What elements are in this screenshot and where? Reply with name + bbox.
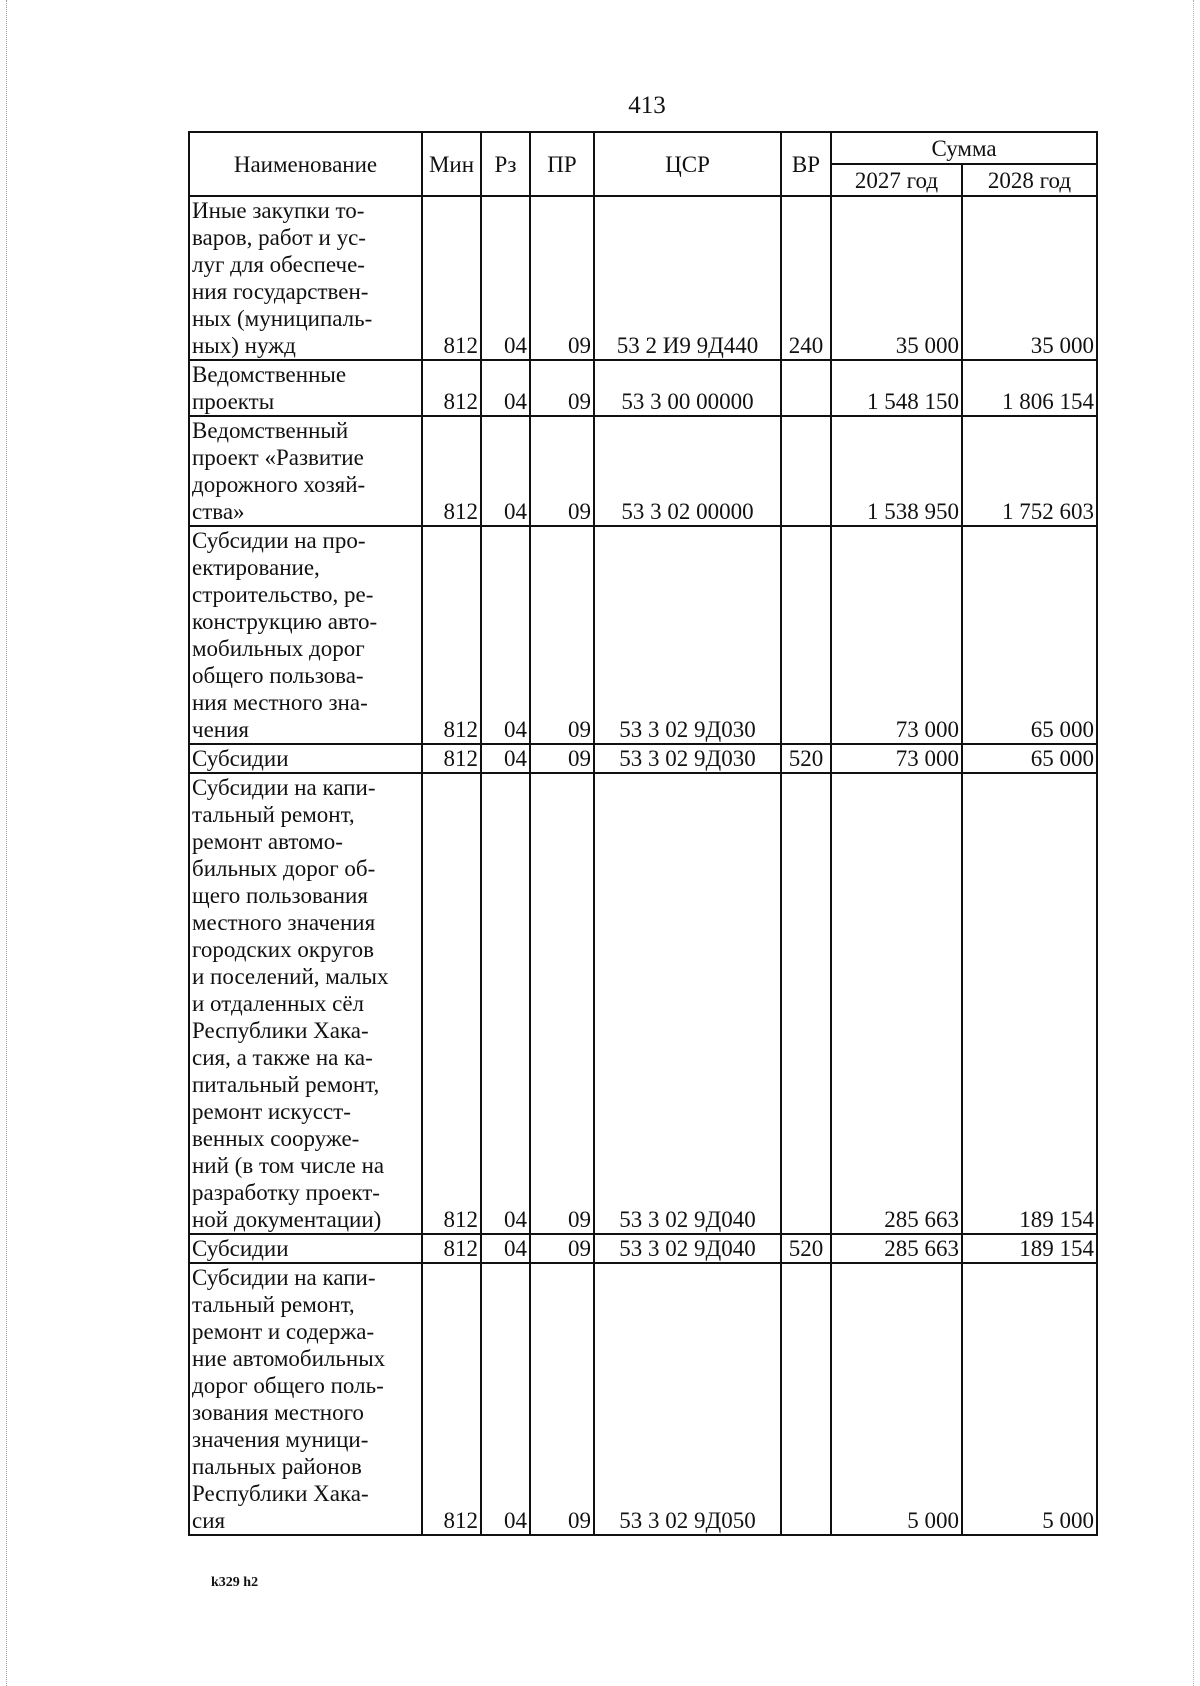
row-rz: 04 <box>481 773 530 1234</box>
row-name-line: венных сооруже- <box>192 1126 360 1151</box>
row-pr: 09 <box>530 1263 594 1535</box>
table-row <box>189 196 1097 360</box>
row-name <box>189 416 422 526</box>
header-sum: Сумма <box>831 132 1097 164</box>
table-row <box>189 1234 1097 1263</box>
row-name-line: значения муници- <box>192 1427 369 1452</box>
row-name-line: тальный ремонт, <box>192 802 355 827</box>
row-name-line: питальный ремонт, <box>192 1072 380 1097</box>
row-pr: 09 <box>530 526 594 744</box>
row-amount-2027: 73 000 <box>831 744 962 773</box>
row-name-line: Республики Хака- <box>192 1481 369 1506</box>
row-csr: 53 3 02 9Д040 <box>594 1234 781 1263</box>
row-name <box>189 360 422 416</box>
row-name-line: луг для обеспече- <box>192 252 365 277</box>
row-name-line: Ведомственные <box>192 362 347 387</box>
row-name-line: ных) нужд <box>192 333 296 358</box>
row-csr: 53 3 02 9Д030 <box>594 744 781 773</box>
row-name <box>189 1263 422 1535</box>
row-min: 812 <box>422 1263 481 1535</box>
row-pr: 09 <box>530 416 594 526</box>
row-name-line: ние автомобильных <box>192 1346 386 1371</box>
row-name-line: Иные закупки то- <box>192 198 365 223</box>
row-min: 812 <box>422 196 481 360</box>
row-name-line: ния местного зна- <box>192 690 368 715</box>
row-name-line: зования местного <box>192 1400 364 1425</box>
row-name-line: Субсидии на капи- <box>192 1265 376 1290</box>
row-amount-2027: 285 663 <box>831 1234 962 1263</box>
row-min: 812 <box>422 526 481 744</box>
row-name-line: мобильных дорог <box>192 636 365 661</box>
row-vr <box>781 526 831 744</box>
row-name-line: дорожного хозяй- <box>192 472 366 497</box>
row-csr: 53 3 02 9Д050 <box>594 1263 781 1535</box>
row-amount-2028: 189 154 <box>962 773 1097 1234</box>
footer-code: k329 h2 <box>211 1575 259 1590</box>
row-amount-2028: 65 000 <box>962 744 1097 773</box>
row-amount-2028: 65 000 <box>962 526 1097 744</box>
table-row <box>189 416 1097 526</box>
row-vr <box>781 1263 831 1535</box>
row-pr: 09 <box>530 360 594 416</box>
row-name-line: городских округов <box>192 937 374 962</box>
row-csr: 53 3 02 9Д040 <box>594 773 781 1234</box>
row-csr: 53 2 И9 9Д440 <box>594 196 781 360</box>
row-name-line: ремонт и содержа- <box>192 1319 375 1344</box>
row-vr <box>781 773 831 1234</box>
row-csr: 53 3 02 00000 <box>594 416 781 526</box>
row-name-line: пальных районов <box>192 1454 362 1479</box>
header-year-2027: 2027 год <box>831 164 962 196</box>
row-name-line: Субсидии <box>192 1236 289 1261</box>
row-amount-2027: 1 548 150 <box>831 360 962 416</box>
row-name-line: ных (муниципаль- <box>192 306 373 331</box>
row-name-line: проекты <box>192 389 275 414</box>
row-name-line: ной документации) <box>192 1207 382 1232</box>
row-rz: 04 <box>481 416 530 526</box>
row-vr <box>781 416 831 526</box>
row-name-line: ремонт автомо- <box>192 829 343 854</box>
row-name-line: сия <box>192 1508 226 1533</box>
table-row <box>189 773 1097 1234</box>
row-min: 812 <box>422 360 481 416</box>
row-name-line: бильных дорог об- <box>192 856 376 881</box>
row-name-line: и поселений, малых <box>192 964 389 989</box>
table-body <box>189 196 1097 1535</box>
header-year-2028: 2028 год <box>962 164 1097 196</box>
table-row <box>189 360 1097 416</box>
row-vr: 520 <box>781 744 831 773</box>
row-name-line: ния государствен- <box>192 279 369 304</box>
row-name-line: варов, работ и ус- <box>192 225 366 250</box>
row-amount-2027: 285 663 <box>831 773 962 1234</box>
table-row <box>189 1263 1097 1535</box>
header-min: Мин <box>422 132 481 196</box>
row-rz: 04 <box>481 526 530 744</box>
row-amount-2028: 5 000 <box>962 1263 1097 1535</box>
row-rz: 04 <box>481 1234 530 1263</box>
row-rz: 04 <box>481 744 530 773</box>
row-amount-2027: 73 000 <box>831 526 962 744</box>
row-vr: 240 <box>781 196 831 360</box>
row-name-line: местного значения <box>192 910 376 935</box>
row-name-line: разработку проект- <box>192 1180 380 1205</box>
row-name-line: ний (в том числе на <box>192 1153 385 1178</box>
row-name-line: Субсидии <box>192 746 289 771</box>
row-min: 812 <box>422 416 481 526</box>
row-rz: 04 <box>481 360 530 416</box>
row-amount-2027: 35 000 <box>831 196 962 360</box>
row-pr: 09 <box>530 744 594 773</box>
row-name-line: ства» <box>192 499 245 524</box>
row-name-line: и отдаленных сёл <box>192 991 365 1016</box>
header-rz: Рз <box>481 132 530 196</box>
row-csr: 53 3 00 00000 <box>594 360 781 416</box>
row-pr: 09 <box>530 1234 594 1263</box>
row-min: 812 <box>422 1234 481 1263</box>
row-rz: 04 <box>481 196 530 360</box>
row-name-line: тальный ремонт, <box>192 1292 355 1317</box>
row-name <box>189 196 422 360</box>
row-name-line: ектирование, <box>192 555 320 580</box>
row-name-line: щего пользования <box>192 883 368 908</box>
row-vr <box>781 360 831 416</box>
header-vr: ВР <box>781 132 831 196</box>
row-name <box>189 1234 422 1263</box>
row-pr: 09 <box>530 196 594 360</box>
row-name-line: дорог общего поль- <box>192 1373 384 1398</box>
row-name <box>189 744 422 773</box>
row-amount-2027: 1 538 950 <box>831 416 962 526</box>
page-number: 413 <box>628 92 666 119</box>
row-name-line: Ведомственный <box>192 418 349 443</box>
row-rz: 04 <box>481 1263 530 1535</box>
row-name-line: чения <box>192 717 249 742</box>
row-name-line: проект «Развитие <box>192 445 364 470</box>
row-amount-2028: 1 806 154 <box>962 360 1097 416</box>
row-name-line: Республики Хака- <box>192 1018 369 1043</box>
row-name-line: конструкцию авто- <box>192 609 378 634</box>
row-name <box>189 526 422 744</box>
scan-edge-left <box>6 0 7 1686</box>
row-pr: 09 <box>530 773 594 1234</box>
row-amount-2028: 35 000 <box>962 196 1097 360</box>
row-name-line: ремонт искусст- <box>192 1099 351 1124</box>
row-name-line: общего пользова- <box>192 663 364 688</box>
row-name-line: строительство, ре- <box>192 582 374 607</box>
header-name: Наименование <box>189 132 422 196</box>
row-name-line: Субсидии на про- <box>192 528 366 553</box>
row-name-line: сия, а также на ка- <box>192 1045 373 1070</box>
row-csr: 53 3 02 9Д030 <box>594 526 781 744</box>
budget-table <box>188 131 1098 1536</box>
row-amount-2027: 5 000 <box>831 1263 962 1535</box>
header-csr: ЦСР <box>594 132 781 196</box>
row-min: 812 <box>422 773 481 1234</box>
header-pr: ПР <box>530 132 594 196</box>
row-min: 812 <box>422 744 481 773</box>
table-row <box>189 526 1097 744</box>
table-row <box>189 744 1097 773</box>
scan-edge-right <box>1193 0 1194 1686</box>
row-amount-2028: 189 154 <box>962 1234 1097 1263</box>
row-vr: 520 <box>781 1234 831 1263</box>
row-amount-2028: 1 752 603 <box>962 416 1097 526</box>
row-name <box>189 773 422 1234</box>
row-name-line: Субсидии на капи- <box>192 775 376 800</box>
